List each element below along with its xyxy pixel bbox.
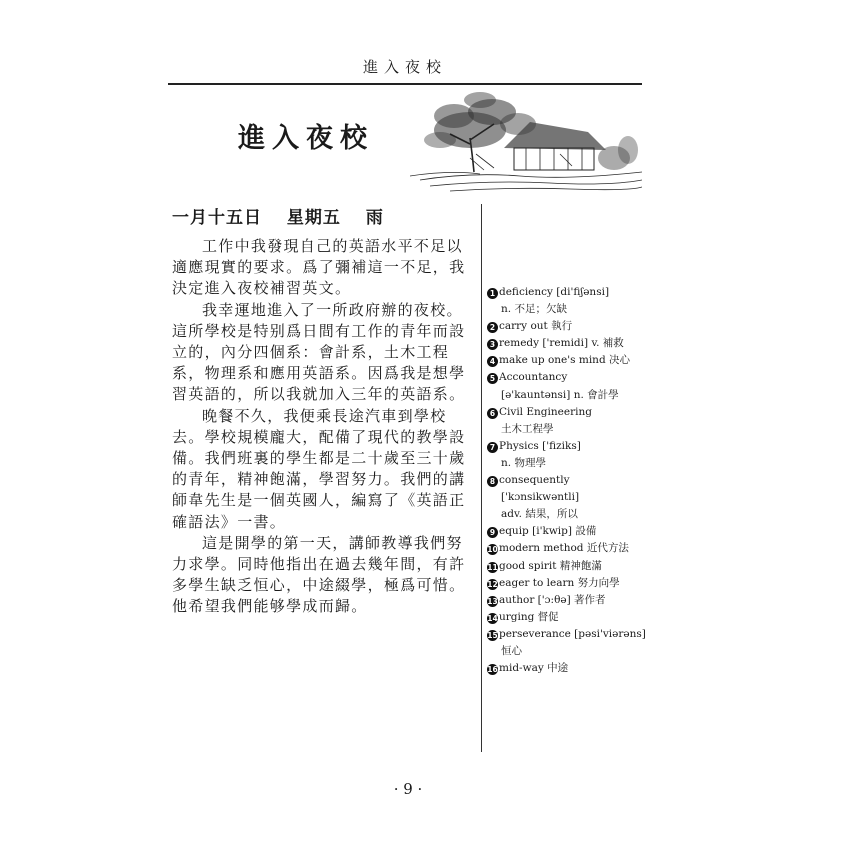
note-number: 10 <box>487 545 498 555</box>
entry-date: 一月十五日 <box>172 208 262 228</box>
hut-landscape-illustration <box>410 88 642 194</box>
note-text: make up one's mind 决心 <box>499 354 630 367</box>
note-item <box>487 404 652 438</box>
running-header: 進入夜校 <box>362 58 447 76</box>
note-text: equip [i'kwip] 設備 <box>499 525 597 538</box>
note-item <box>487 626 652 660</box>
note-number: 2 <box>487 322 498 333</box>
note-item <box>487 369 652 403</box>
note-item <box>487 352 652 369</box>
note-text: mid-way 中途 <box>499 662 569 675</box>
note-text: adv. 結果，所以 <box>501 508 578 521</box>
note-text: n. 不足；欠缺 <box>501 303 567 316</box>
paragraph: 工作中我發現自己的英語水平不足以適應現實的要求。爲了彌補這一不足，我決定進入夜校補習英文。 <box>172 237 466 298</box>
note-item <box>487 609 652 626</box>
note-number: 8 <box>487 476 498 487</box>
header-rule <box>168 83 642 85</box>
note-text: remedy ['remidi] v. 補救 <box>499 337 624 350</box>
body-text <box>172 236 474 618</box>
note-number: 7 <box>487 442 498 453</box>
note-number: 6 <box>487 408 498 419</box>
vocabulary-notes <box>487 284 652 677</box>
note-number: 1 <box>487 288 498 299</box>
note-text: Civil Engineering <box>499 405 592 418</box>
note-item <box>487 558 652 575</box>
note-item <box>487 592 652 609</box>
note-item <box>487 284 652 318</box>
note-number: 4 <box>487 356 498 367</box>
note-text: n. 物理學 <box>501 456 546 469</box>
note-number: 16 <box>487 665 498 675</box>
note-number: 14 <box>487 613 498 623</box>
note-text: Accountancy <box>499 371 568 384</box>
note-text: ['kɔnsikwəntli] <box>501 491 580 504</box>
note-item <box>487 472 652 523</box>
note-text: urging 督促 <box>499 610 559 623</box>
note-text: good spirit 精神飽滿 <box>499 559 602 572</box>
entry-weekday: 星期五 <box>286 208 341 228</box>
note-number: 12 <box>487 579 498 589</box>
note-text: modern method 近代方法 <box>499 542 629 555</box>
note-text: eager to learn 努力向學 <box>499 576 620 589</box>
paragraph: 我幸運地進入了一所政府辦的夜校。這所學校是特别爲日間有工作的青年而設立的，內分四個系：會計系，土木工程系，物理系和應用英語系。因爲我是想學習英語的，所以我就加入三年的英語系。 <box>172 300 466 404</box>
note-text: Physics ['fiziks] <box>499 439 581 452</box>
note-text: carry out 執行 <box>499 320 573 333</box>
note-text: [ə'kauntənsi] n. 會計學 <box>501 388 619 401</box>
note-text: deficiency [di'fiʃənsi] <box>499 286 610 298</box>
note-item <box>487 660 652 677</box>
entry-weather: 雨 <box>365 208 384 228</box>
note-text: author ['ɔ:θə] 著作者 <box>499 593 606 606</box>
note-item <box>487 335 652 352</box>
paragraph: 這是開學的第一天，講師教導我們努力求學。同時他指出在過去幾年間，有許多學生缺乏恒心，中途綴學，極爲可惜。他希望我們能够學成而歸。 <box>172 533 466 616</box>
note-item <box>487 318 652 335</box>
note-text: consequently <box>499 474 570 487</box>
note-item <box>487 575 652 592</box>
note-number: 13 <box>487 596 498 606</box>
note-item <box>487 438 652 472</box>
page-number: · 9 · <box>393 780 423 798</box>
note-text: 土木工程學 <box>501 422 554 435</box>
paragraph: 晚餐不久，我便乘長途汽車到學校去。學校規模龐大，配備了現代的教學設備。我們班裏的學生都是二十歲至三十歲的青年，精神飽滿，學習努力。我們的講師韋先生是一個英國人，編寫了《英語正確語法》一書。 <box>172 406 466 531</box>
chapter-title: 進入夜校 <box>238 123 374 154</box>
note-number: 9 <box>487 527 498 538</box>
note-number: 11 <box>487 562 498 572</box>
note-number: 5 <box>487 373 498 384</box>
date-line <box>172 203 402 228</box>
note-text: 恒心 <box>501 644 522 657</box>
note-item <box>487 523 652 540</box>
note-number: 3 <box>487 339 498 350</box>
column-divider <box>481 204 482 752</box>
note-item <box>487 540 652 557</box>
note-number: 15 <box>487 630 498 640</box>
note-text: perseverance [pəsi'viərəns] <box>499 627 646 640</box>
